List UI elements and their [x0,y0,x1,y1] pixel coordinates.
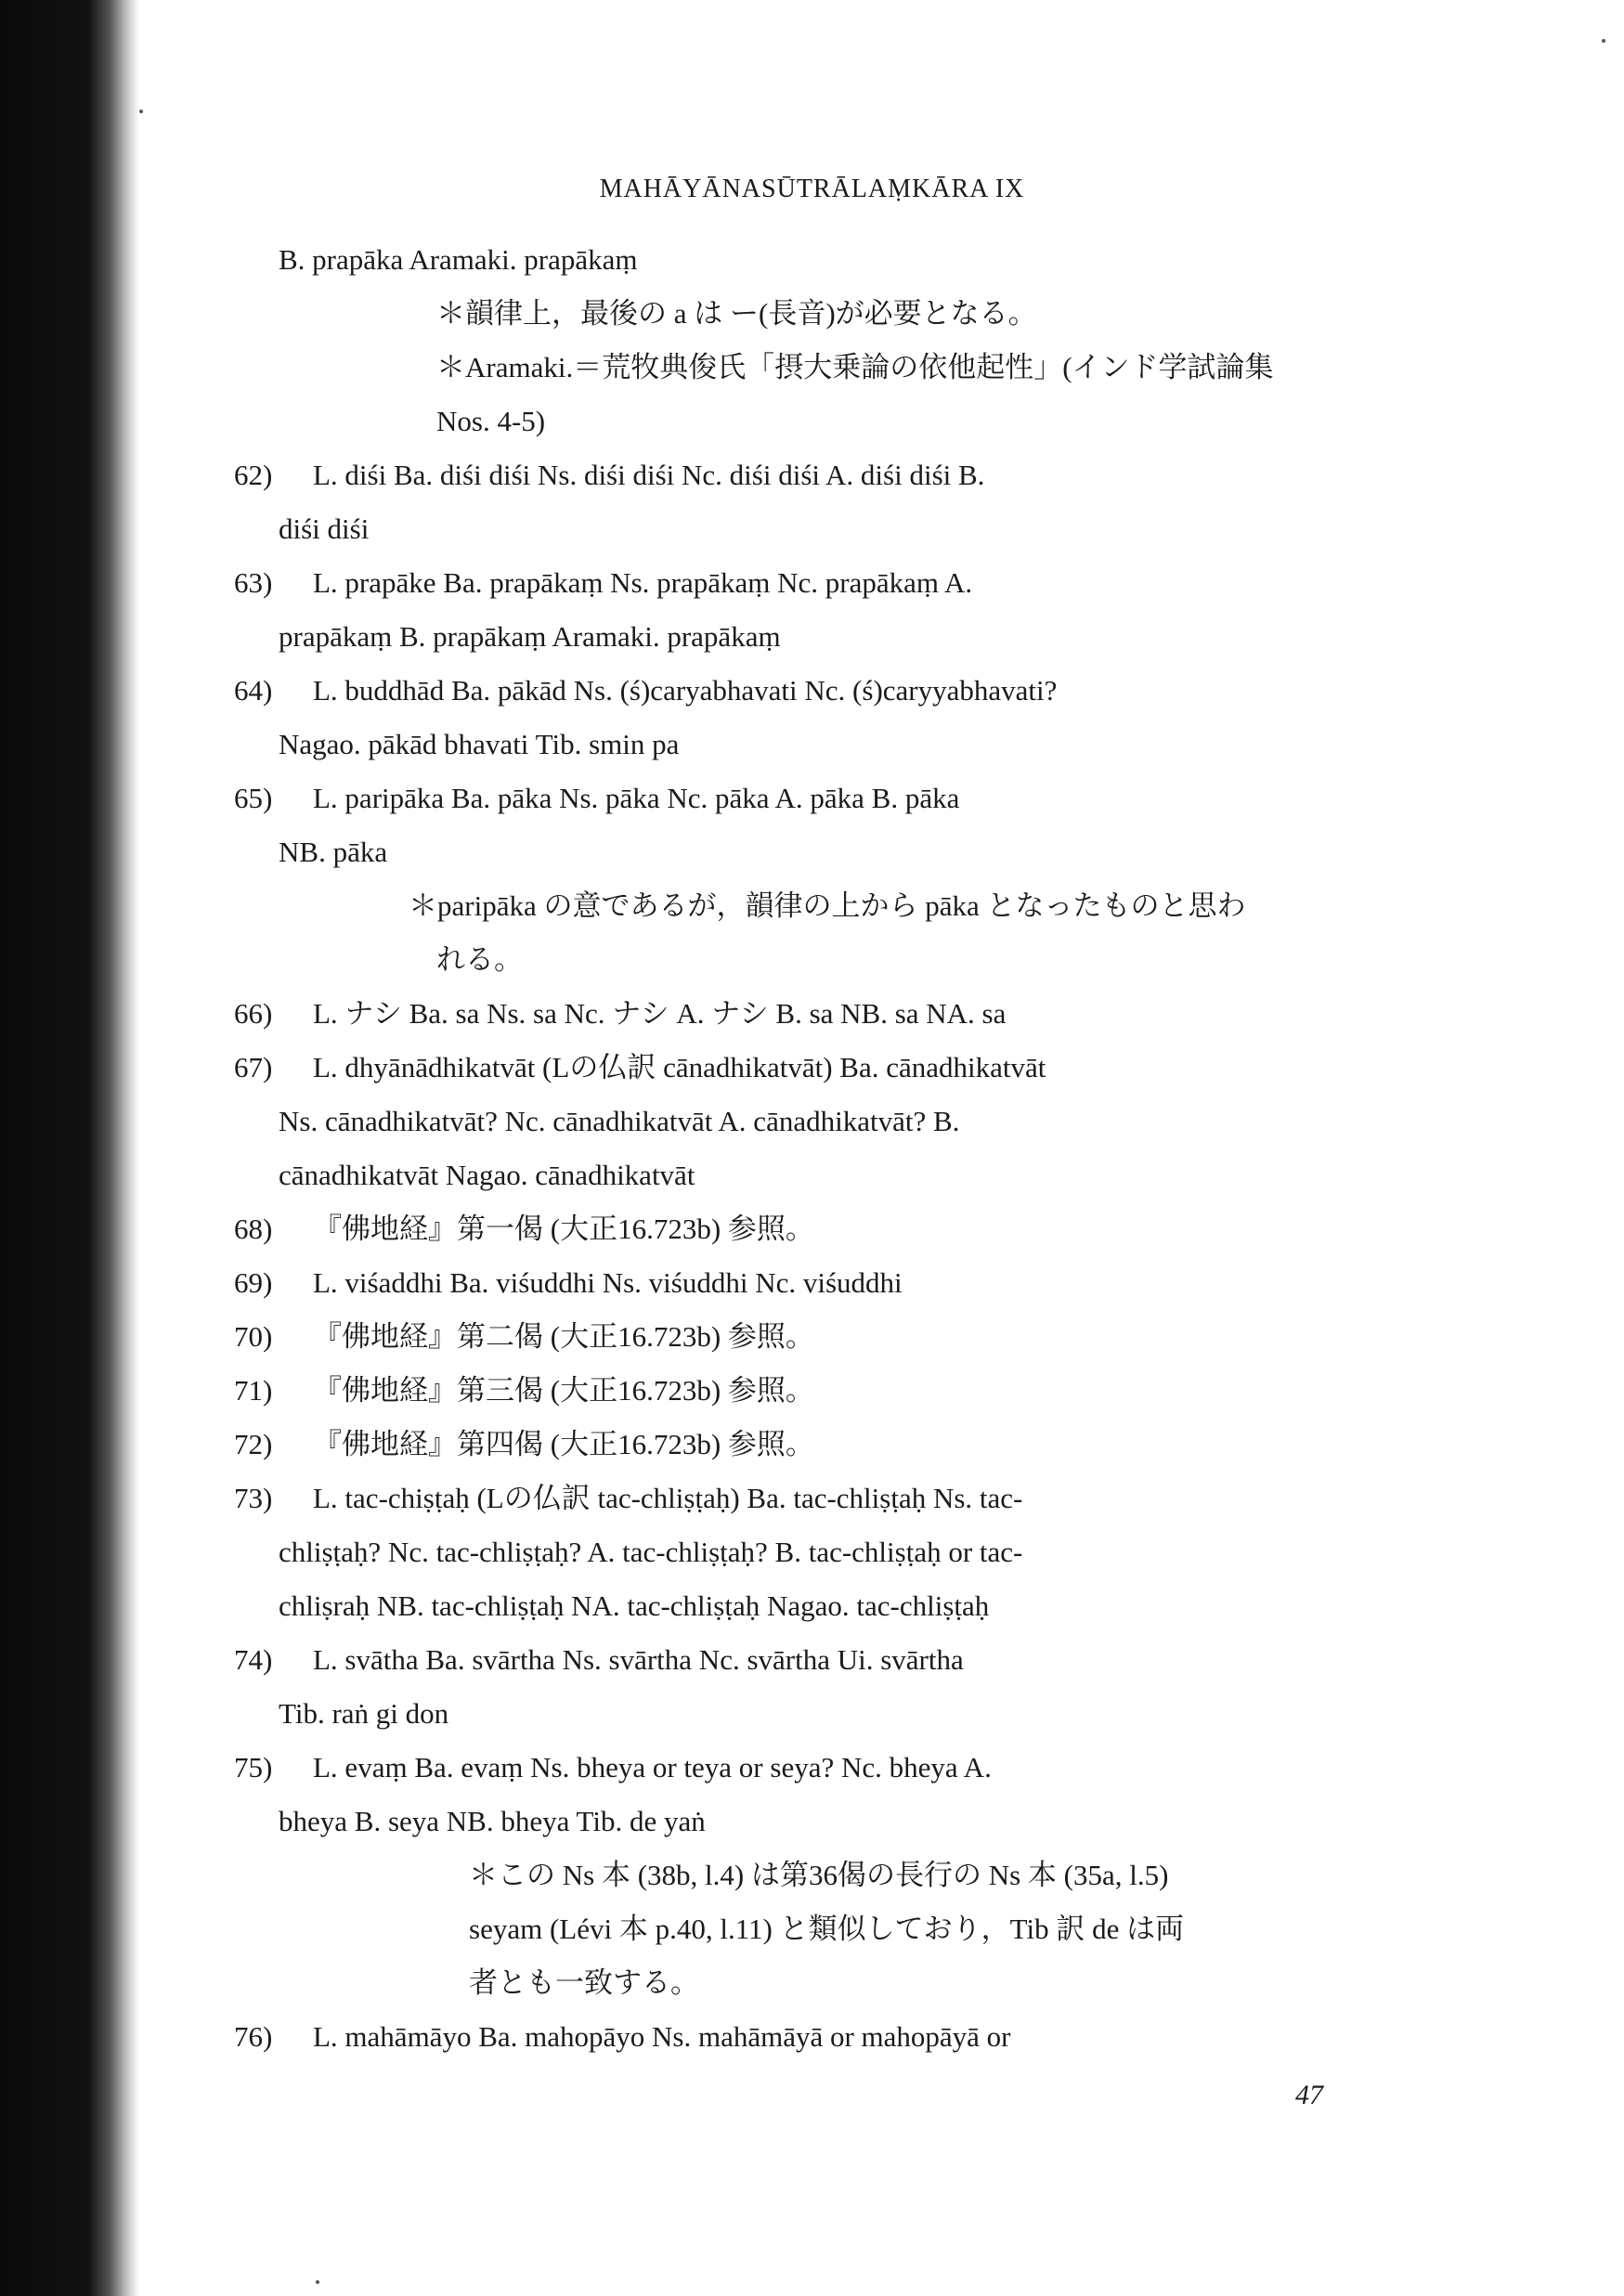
note-line: ＊paripāka の意であるが，韻律の上から pāka となったものと思わ [409,889,1246,922]
running-header: MAHĀYĀNASŪTRĀLAṂKĀRA IX [599,175,1025,203]
note-line: Nos. 4-5) [436,405,546,437]
footnote-69: 69) L. viśaddhi Ba. viśuddhi Ns. viśuddhi Nc. viśuddhi [234,1266,903,1299]
footnote-68: 68) 『佛地経』第一偈 (大正16.723b) 参照。 [234,1213,814,1245]
footnote-65: 65) L. paripāka Ba. pāka Ns. pāka Nc. pāka A. pāka B. pāka [234,782,960,814]
note-line: ＊この Ns 本 (38b, l.4) は第36偈の長行の Ns 本 (35a, l.5) [469,1859,1169,1891]
page-number: 47 [1295,2080,1323,2110]
speck [1602,39,1605,43]
footnote-75: 75) L. evaṃ Ba. evaṃ Ns. bheya or teya or seya? Nc. bheya A. [234,1751,992,1784]
text-line: NB. pāka [279,836,388,868]
footnote-63: 63) L. prapāke Ba. prapākaṃ Ns. prapākaṃ Nc. prapākaṃ A. [234,566,973,599]
text-line: Ns. cānadhikatvāt? Nc. cānadhikatvāt A. cānadhikatvāt? B. [279,1105,960,1137]
speck [316,2280,319,2284]
footnote-66: 66) L. ナシ Ba. sa Ns. sa Nc. ナシ A. ナシ B. sa NB. sa NA. sa [234,997,1007,1030]
footnote-62: 62) L. diśi Ba. diśi diśi Ns. diśi diśi Nc. diśi diśi A. diśi diśi B. [234,459,985,491]
text-line: chliṣṭaḥ? Nc. tac-chliṣṭaḥ? A. tac-chliṣṭaḥ? B. tac-chliṣṭaḥ or tac- [279,1536,1023,1568]
text-line: cānadhikatvāt Nagao. cānadhikatvāt [279,1159,695,1191]
footnote-71: 71) 『佛地経』第三偈 (大正16.723b) 参照。 [234,1374,814,1407]
footnote-67: 67) L. dhyānādhikatvāt (Lの仏訳 cānadhikatvāt) Ba. cānadhikatvāt [234,1051,1046,1083]
footnote-70: 70) 『佛地経』第二偈 (大正16.723b) 参照。 [234,1320,814,1353]
text-line: chliṣraḥ NB. tac-chliṣṭaḥ NA. tac-chliṣṭaḥ Nagao. tac-chliṣṭaḥ [279,1589,990,1622]
footnote-73: 73) L. tac-chiṣṭaḥ (Lの仏訳 tac-chliṣṭaḥ) Ba. tac-chliṣṭaḥ Ns. tac- [234,1482,1023,1514]
text-line: bheya B. seya NB. bheya Tib. de yaṅ [279,1805,706,1837]
text-line: diśi diśi [279,512,370,545]
footnote-76: 76) L. mahāmāyo Ba. mahopāyo Ns. mahāmāyā or mahopāyā or [234,2020,1011,2053]
speck [139,110,143,113]
footnote-72: 72) 『佛地経』第四偈 (大正16.723b) 参照。 [234,1428,814,1460]
text-line: B. prapāka Aramaki. prapākaṃ [279,243,638,276]
text-line: Tib. raṅ gi don [279,1697,449,1730]
text-line: prapākaṃ B. prapākaṃ Aramaki. prapākaṃ [279,620,781,653]
footnote-74: 74) L. svātha Ba. svārtha Ns. svārtha Nc. svārtha Ui. svārtha [234,1643,964,1676]
footnote-64: 64) L. buddhād Ba. pākād Ns. (ś)caryabhavati Nc. (ś)caryyabhavati? [234,674,1058,707]
text-line: Nagao. pākād bhavati Tib. smin pa [279,728,680,760]
note-line: 者とも一致する。 [469,1966,699,1999]
note-line: れる。 [436,943,523,976]
note-line: ＊Aramaki.＝荒牧典俊氏「摂大乗論の依他起性」(インド学試論集 [436,351,1274,383]
note-line: ＊韻律上，最後の a は ー(長音)が必要となる。 [436,297,1037,330]
note-line: seyam (Lévi 本 p.40, l.11) と類似しており，Tib 訳 de は両 [469,1913,1185,1945]
